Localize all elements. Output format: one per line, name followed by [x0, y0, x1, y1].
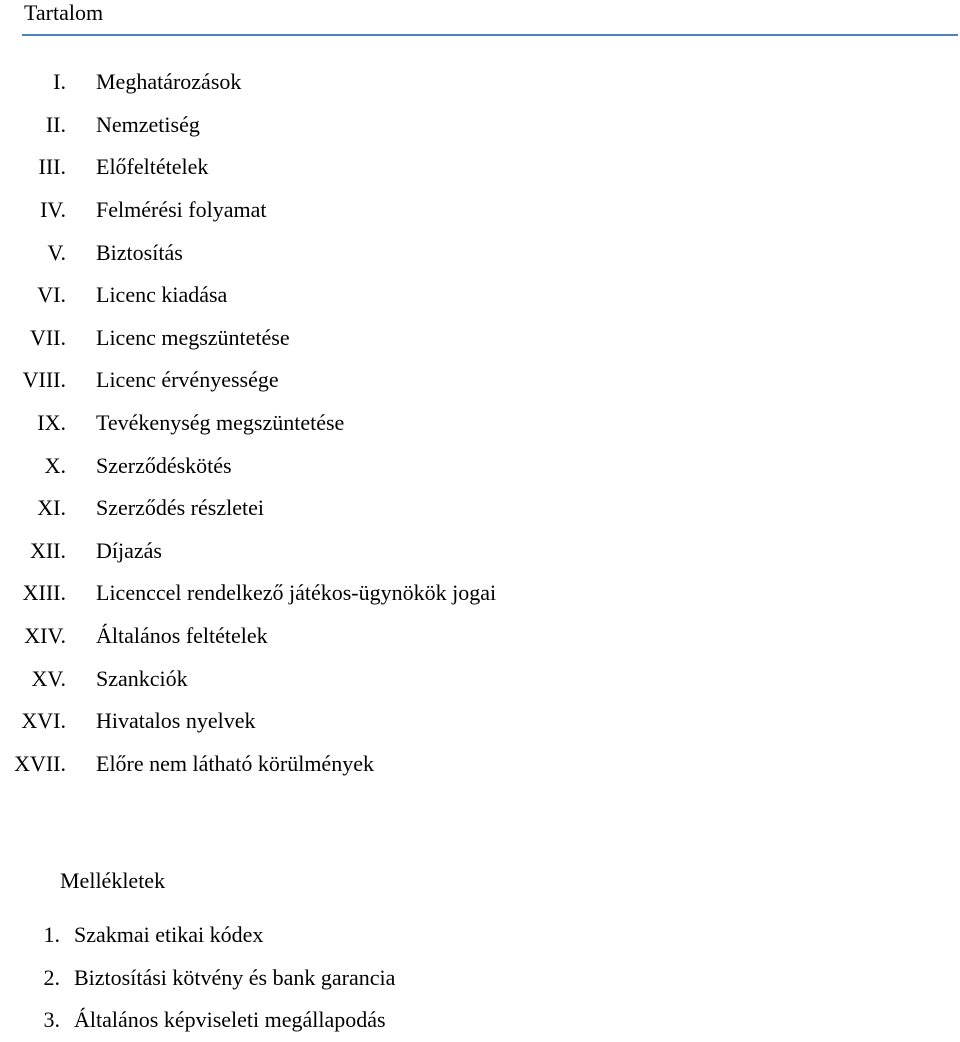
- toc-item[interactable]: [0, 231, 960, 274]
- annex-item[interactable]: [0, 914, 960, 957]
- toc-item-title: Díjazás: [96, 537, 162, 563]
- toc-item-number: XVII.: [14, 750, 66, 776]
- toc-item[interactable]: [0, 743, 960, 786]
- toc-item-number: XVI.: [21, 708, 66, 734]
- annex-item-number: 2.: [43, 964, 60, 990]
- toc-item[interactable]: [0, 572, 960, 615]
- toc-item-number: XIV.: [24, 623, 66, 649]
- annex-item-number: 3.: [43, 1007, 60, 1033]
- annex-item[interactable]: [0, 999, 960, 1042]
- toc-item-title: Licenc kiadása: [96, 282, 228, 308]
- toc-item[interactable]: [0, 317, 960, 360]
- toc-item[interactable]: [0, 700, 960, 743]
- toc-item-title: Meghatározások: [96, 69, 242, 95]
- toc-item-title: Hivatalos nyelvek: [96, 708, 256, 734]
- annex-list: [0, 914, 960, 1042]
- toc-item-number: I.: [53, 69, 66, 95]
- toc-item[interactable]: [0, 444, 960, 487]
- toc-item-number: IV.: [40, 197, 66, 223]
- toc-item-title: Szerződéskötés: [96, 452, 232, 478]
- toc-item-title: Licenc érvényessége: [96, 367, 279, 393]
- toc-item-number: X.: [44, 452, 66, 478]
- toc-item-number: VII.: [29, 324, 66, 350]
- annex-item-title: Biztosítási kötvény és bank garancia: [74, 964, 396, 990]
- toc-item-title: Licenc megszüntetése: [96, 324, 290, 350]
- annex-heading: Mellékletek: [60, 868, 166, 893]
- toc-item-number: IX.: [37, 410, 66, 436]
- toc-item[interactable]: [0, 61, 960, 104]
- toc-item-number: VIII.: [22, 367, 66, 393]
- toc-item-number: XI.: [37, 495, 66, 521]
- annex-item-title: Általános képviseleti megállapodás: [74, 1007, 386, 1033]
- toc-item-number: V.: [47, 239, 66, 265]
- toc-item[interactable]: [0, 657, 960, 700]
- toc-item[interactable]: [0, 615, 960, 658]
- toc-item-title: Szankciók: [96, 665, 188, 691]
- toc-item-number: XV.: [31, 665, 66, 691]
- toc-item-number: VI.: [37, 282, 66, 308]
- toc-item[interactable]: [0, 487, 960, 530]
- toc-item-title: Licenccel rendelkező játékos-ügynökök jogai: [96, 580, 497, 606]
- toc-item[interactable]: [0, 189, 960, 232]
- toc-item-title: Nemzetiség: [96, 111, 200, 137]
- toc-item-number: III.: [38, 154, 66, 180]
- toc-item[interactable]: [0, 104, 960, 147]
- toc-item-title: Tevékenység megszüntetése: [96, 410, 345, 436]
- heading-underline: [22, 34, 958, 36]
- annex-item[interactable]: [0, 957, 960, 1000]
- annex-item-title: Szakmai etikai kódex: [74, 922, 264, 948]
- toc-item-title: Szerződés részletei: [96, 495, 264, 521]
- toc-item-title: Biztosítás: [96, 239, 183, 265]
- toc-item-title: Általános feltételek: [96, 623, 268, 649]
- toc-item[interactable]: [0, 402, 960, 445]
- toc-list: [0, 61, 960, 785]
- toc-item[interactable]: [0, 530, 960, 573]
- toc-item-title: Felmérési folyamat: [96, 197, 267, 223]
- toc-item-number: XII.: [29, 537, 66, 563]
- toc-item[interactable]: [0, 274, 960, 317]
- toc-item-title: Előre nem látható körülmények: [96, 750, 374, 776]
- toc-item-title: Előfeltételek: [96, 154, 209, 180]
- toc-item[interactable]: [0, 146, 960, 189]
- toc-item[interactable]: [0, 359, 960, 402]
- toc-item-number: XIII.: [22, 580, 66, 606]
- annex-item-number: 1.: [43, 922, 60, 948]
- toc-item-number: II.: [45, 111, 66, 137]
- toc-heading: Tartalom: [24, 0, 104, 25]
